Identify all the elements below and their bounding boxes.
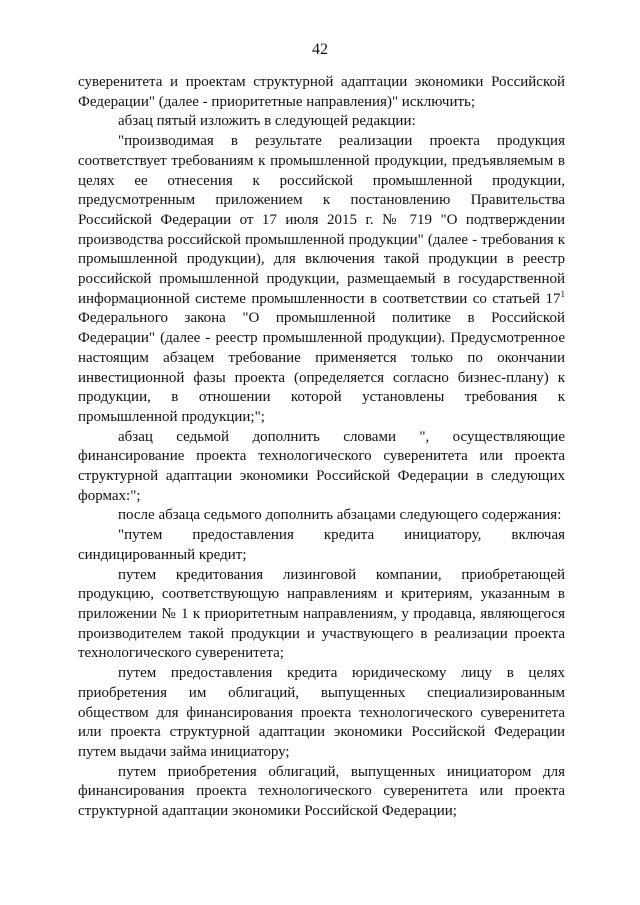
paragraph-3-text: "производимая в результате реализации проекта продукция соответствует требованиям к промышленной продукции, предъявляемым в целях ее отнесения к российской промышленной продукции, предусмотренным приложением к постановлению Правительства Российской Федерации от 17 июля 2015 г. № 719 "О подтверждении производства российской промышленной продукции" (далее - требования к промышленной продукции), для включения такой продукции в реестр российской промышленной продукции, размещаемый в государственной информационной системе промышленности в соответствии со статьей 17: [78, 133, 565, 307]
paragraph-2: абзац пятый изложить в следующей редакции:: [118, 113, 416, 130]
paragraph-1: суверенитета и проектам структурной адаптации экономики Российской Федерации" (далее - приоритетные направления)" исключить;: [78, 74, 565, 110]
paragraph-4: абзац седьмой дополнить словами ", осуществляющие финансирование проекта технологического суверенитета или проекта структурной адаптации экономики Российской Федерации в следующих формах:";: [78, 428, 565, 504]
paragraph-5: после абзаца седьмого дополнить абзацами следующего содержания:: [118, 507, 562, 524]
page-number: 42: [312, 41, 328, 58]
paragraph-9: путем приобретения облигаций, выпущенных инициатором для финансирования проекта технологического суверенитета или проекта структурной адаптации экономики Российской Федерации;: [78, 763, 565, 820]
document-body: [78, 73, 565, 822]
paragraph-8: путем предоставления кредита юридическому лицу в целях приобретения им облигаций, выпущенных специализированным обществом для финансирования проекта технологического суверенитета или проекта структурной адаптации экономики Российской Федерации путем выдачи займа инициатору;: [78, 665, 565, 760]
paragraph-3-continuation: Федерального закона "О промышленной политике в Российской Федерации" (далее - реестр промышленной продукции). Предусмотренное настоящим абзацем требование применяется только по окончании инвестиционной фазы проекта (определяется согласно бизнес-плану) к продукции, в отношении которой установлены требования к промышленной продукции;";: [78, 310, 565, 425]
paragraph-6: "путем предоставления кредита инициатору, включая синдицированный кредит;: [78, 527, 565, 563]
paragraph-7: путем кредитования лизинговой компании, приобретающей продукцию, соответствующую направлениям и критериям, указанным в приложении № 1 к приоритетным направлениям, у продавца, являющегося производителем такой продукции и участвующего в реализации проекта технологического суверенитета;: [78, 566, 565, 662]
footnote-mark: 1: [560, 288, 565, 299]
paragraph-3: [78, 132, 565, 428]
